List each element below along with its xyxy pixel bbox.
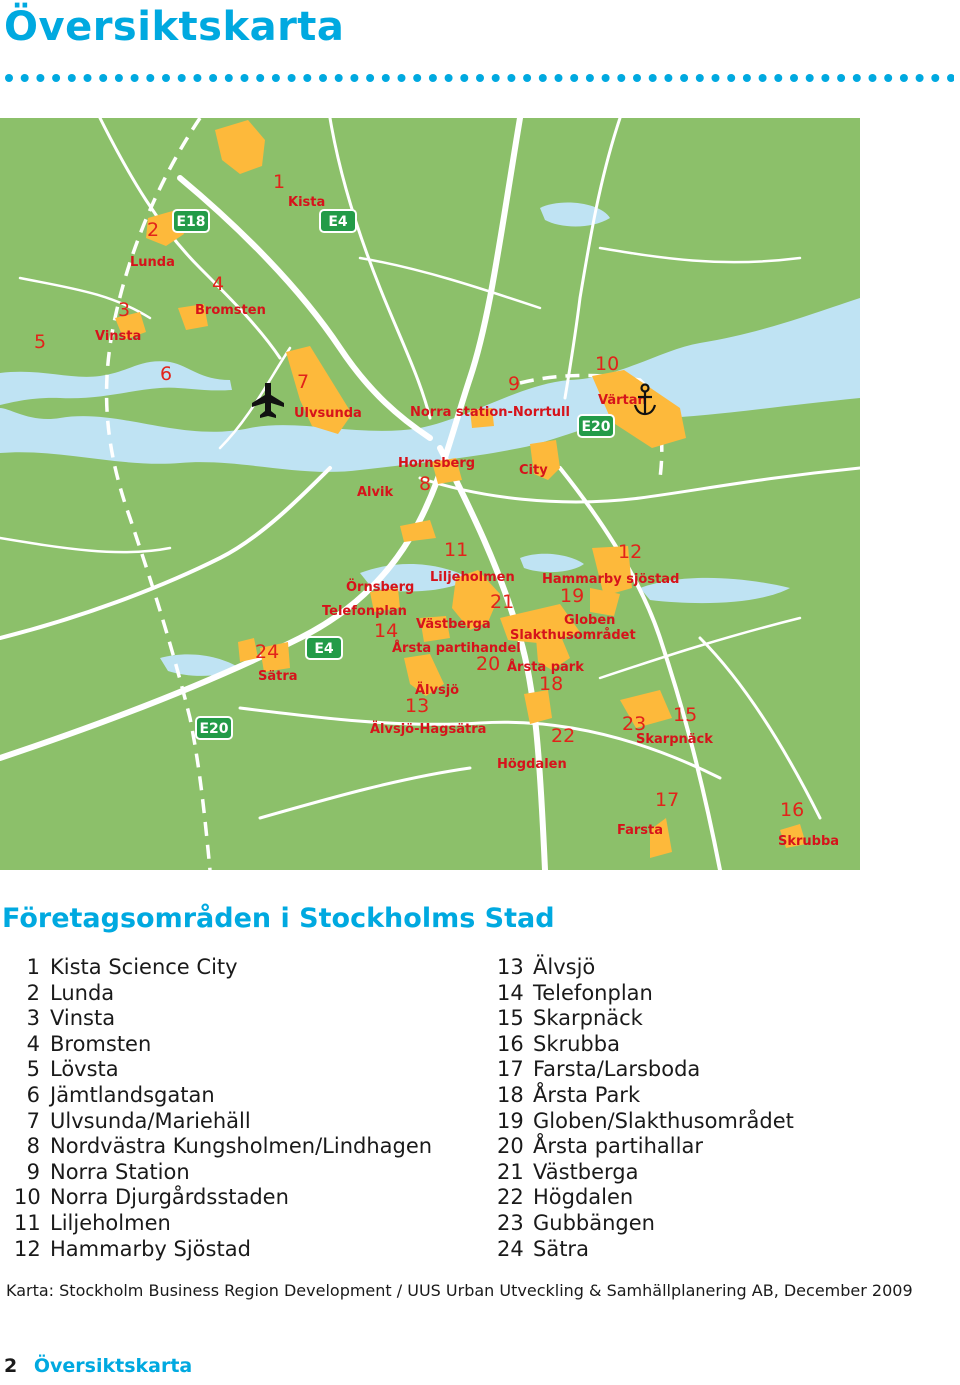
area-number-15: 15 <box>673 704 698 726</box>
area-number-13: 13 <box>405 695 430 717</box>
legend-number: 3 <box>26 1006 40 1031</box>
route-shield-e4 <box>320 210 356 232</box>
route-shield-label: E20 <box>199 721 229 737</box>
legend-item <box>14 1057 474 1083</box>
divider-dot <box>869 74 877 82</box>
area-label-17: Farsta <box>617 823 664 838</box>
legend-item <box>14 1185 474 1211</box>
area-label-12: Hammarby sjöstad <box>542 572 680 587</box>
divider-dot <box>178 74 186 82</box>
divider-dot <box>36 74 44 82</box>
divider-dot <box>398 74 406 82</box>
divider-dot <box>696 74 704 82</box>
area-number-6: 6 <box>160 363 173 385</box>
place-label-alvik: Alvik <box>357 485 394 500</box>
divider-dot <box>586 74 594 82</box>
area-label-2: Lunda <box>130 255 175 270</box>
divider-dot <box>162 74 170 82</box>
legend-name: Farsta/Larsboda <box>533 1057 701 1082</box>
page-title: Översiktskarta <box>4 4 345 50</box>
legend-name: Norra Station <box>50 1159 190 1184</box>
legend-item <box>497 1185 937 1211</box>
area-label-7: Ulvsunda <box>294 406 362 421</box>
place-label-ornsberg: Örnsberg <box>346 580 415 595</box>
divider-dot <box>288 74 296 82</box>
divider-dot <box>319 74 327 82</box>
footer-title: Översiktskarta <box>33 1355 193 1377</box>
area-label-9: Norra station-Norrtull <box>410 405 570 420</box>
area-number-19: 19 <box>560 585 585 607</box>
area-label-3: Vinsta <box>95 329 142 344</box>
legend-item <box>497 1160 937 1186</box>
area-label-13: Älvsjö-Hagsätra <box>370 722 487 737</box>
divider-dot <box>712 74 720 82</box>
legend-number: 21 <box>497 1159 524 1184</box>
divider-dot <box>759 74 767 82</box>
divider-dot <box>649 74 657 82</box>
legend-name: Telefonplan <box>533 980 653 1005</box>
divider-dot <box>335 74 343 82</box>
area-label-16: Skrubba <box>778 834 840 849</box>
divider-dot <box>99 74 107 82</box>
route-shield-label: E20 <box>581 419 611 435</box>
area-label-10: Värtan <box>598 393 647 408</box>
route-shield-e20 <box>578 415 614 437</box>
legend-number: 6 <box>26 1082 40 1107</box>
legend-number: 7 <box>26 1108 40 1133</box>
legend-item <box>14 1083 474 1109</box>
legend-item <box>14 981 474 1007</box>
divider-dot <box>523 74 531 82</box>
area-number-2: 2 <box>147 219 160 241</box>
area-number-9: 9 <box>508 373 521 395</box>
divider-dot <box>429 74 437 82</box>
legend-item <box>497 1032 937 1058</box>
area-number-24: 24 <box>255 641 280 663</box>
route-shield-label: E4 <box>328 214 348 230</box>
divider-dot <box>241 74 249 82</box>
divider-dot <box>460 74 468 82</box>
area-number-1: 1 <box>273 171 286 193</box>
legend-number: 22 <box>497 1185 524 1210</box>
legend-item <box>14 1237 474 1263</box>
area-label-15: Skarpnäck <box>636 732 713 747</box>
divider-dot <box>555 74 563 82</box>
legend-number: 24 <box>497 1236 524 1261</box>
divider-dot <box>774 74 782 82</box>
area-number-16: 16 <box>780 799 805 821</box>
area-number-7: 7 <box>297 371 310 393</box>
divider-dot <box>790 74 798 82</box>
legend-item <box>497 955 937 981</box>
legend-name: Högdalen <box>533 1185 634 1210</box>
legend-number: 23 <box>497 1210 524 1235</box>
route-shield-e20 <box>196 717 232 739</box>
area-number-23: 23 <box>622 713 647 735</box>
area-label-22: Högdalen <box>497 757 567 772</box>
divider-dot <box>916 74 924 82</box>
area-number-21: 21 <box>490 591 515 613</box>
divider-dot <box>476 74 484 82</box>
route-shield-e18 <box>173 210 209 232</box>
legend-item <box>497 981 937 1007</box>
area-number-3: 3 <box>118 299 131 321</box>
area-label-11: Liljeholmen <box>430 570 515 585</box>
legend-number: 10 <box>14 1185 41 1210</box>
divider-dot <box>539 74 547 82</box>
divider-dot <box>727 74 735 82</box>
legend-name: Kista Science City <box>50 955 238 979</box>
legend-list-right <box>497 955 937 1262</box>
divider-dot <box>193 74 201 82</box>
legend-number: 2 <box>26 980 40 1005</box>
legend-number: 16 <box>497 1031 524 1056</box>
legend-list-left <box>14 955 474 1262</box>
divider-dot <box>821 74 829 82</box>
area-number-20: 20 <box>476 653 501 675</box>
area-label-20: Årsta partihandel <box>392 641 521 656</box>
route-shield-label: E18 <box>176 214 206 230</box>
legend-name: Bromsten <box>50 1031 152 1056</box>
legend-name: Norra Djurgårdsstaden <box>50 1185 289 1210</box>
legend-item <box>497 1083 937 1109</box>
legend-item <box>14 1006 474 1032</box>
legend-item <box>14 1032 474 1058</box>
divider-dot <box>68 74 76 82</box>
area-number-17: 17 <box>655 789 680 811</box>
route-shield-e4 <box>306 637 342 659</box>
divider-dot <box>931 74 939 82</box>
legend-number: 14 <box>497 980 524 1005</box>
legend-number: 5 <box>26 1057 40 1082</box>
divider-dot <box>570 74 578 82</box>
legend-name: Globen/Slakthusområdet <box>533 1108 794 1133</box>
legend-item <box>497 1006 937 1032</box>
page-footer <box>4 1355 192 1377</box>
divider-dot <box>209 74 217 82</box>
legend-name: Gubbängen <box>533 1210 655 1235</box>
divider-dot <box>272 74 280 82</box>
divider-dot <box>680 74 688 82</box>
divider-dot <box>225 74 233 82</box>
legend-number: 18 <box>497 1082 524 1107</box>
legend-item <box>497 1109 937 1135</box>
divider-dot <box>947 74 954 82</box>
divider-dot <box>900 74 908 82</box>
area-number-18: 18 <box>539 673 564 695</box>
divider-dot <box>743 74 751 82</box>
divider-dot <box>131 74 139 82</box>
divider-dot <box>806 74 814 82</box>
legend-number: 19 <box>497 1108 524 1133</box>
divider-dot <box>303 74 311 82</box>
legend-number: 17 <box>497 1057 524 1082</box>
divider-dot <box>413 74 421 82</box>
divider-dot <box>256 74 264 82</box>
area-label-24: Sätra <box>258 669 298 684</box>
place-label-city: City <box>519 463 548 478</box>
legend-number: 1 <box>26 955 40 979</box>
divider-dot <box>837 74 845 82</box>
overview-map[interactable] <box>0 118 860 870</box>
legend-item <box>14 955 474 981</box>
area-label-1: Kista <box>288 195 326 210</box>
legend-name: Älvsjö <box>533 955 596 979</box>
divider-dot <box>52 74 60 82</box>
legend-name: Årsta partihallar <box>533 1134 703 1159</box>
legend-item <box>497 1134 937 1160</box>
dotted-divider <box>4 72 954 84</box>
legend-item <box>497 1211 937 1237</box>
legend-name: Liljeholmen <box>50 1210 171 1235</box>
area-number-10: 10 <box>595 353 620 375</box>
divider-dot <box>884 74 892 82</box>
divider-dot <box>5 74 13 82</box>
divider-dot <box>602 74 610 82</box>
divider-dot <box>617 74 625 82</box>
legend-name: Årsta Park <box>533 1082 641 1107</box>
place-label-slakthus: Slakthusområdet <box>510 628 636 643</box>
area-number-14: 14 <box>374 620 399 642</box>
divider-dot <box>853 74 861 82</box>
legend-item <box>497 1057 937 1083</box>
legend-name: Hammarby Sjöstad <box>50 1236 251 1261</box>
legend-name: Sätra <box>533 1236 589 1261</box>
divider-dot <box>84 74 92 82</box>
divider-dot <box>115 74 123 82</box>
divider-dot <box>633 74 641 82</box>
divider-dot <box>507 74 515 82</box>
area-label-14: Telefonplan <box>322 604 407 619</box>
legend-item <box>497 1237 937 1263</box>
legend-number: 20 <box>497 1134 524 1159</box>
legend-item <box>14 1109 474 1135</box>
area-number-11: 11 <box>444 539 469 561</box>
divider-dot <box>146 74 154 82</box>
legend-number: 15 <box>497 1006 524 1031</box>
divider-dot <box>664 74 672 82</box>
legend-item <box>14 1211 474 1237</box>
route-shield-label: E4 <box>314 641 334 657</box>
divider-dot <box>21 74 29 82</box>
area-label-4: Bromsten <box>195 303 266 318</box>
area-label-8: Hornsberg <box>398 456 476 471</box>
legend-name: Ulvsunda/Mariehäll <box>50 1108 251 1133</box>
legend-name: Nordvästra Kungsholmen/Lindhagen <box>50 1134 433 1159</box>
divider-dot <box>492 74 500 82</box>
divider-dot <box>366 74 374 82</box>
legend-name: Västberga <box>533 1159 639 1184</box>
legend-number: 9 <box>26 1159 40 1184</box>
divider-dot <box>350 74 358 82</box>
area-label-19: Globen <box>564 613 616 628</box>
legend-number: 12 <box>14 1236 41 1261</box>
legend-name: Skarpnäck <box>533 1006 643 1031</box>
area-label-21: Västberga <box>416 617 491 632</box>
area-number-22: 22 <box>551 725 576 747</box>
legend-number: 8 <box>26 1134 40 1159</box>
legend-name: Jämtlandsgatan <box>50 1082 215 1107</box>
legend-number: 13 <box>497 955 524 979</box>
legend-item <box>14 1134 474 1160</box>
map-credit: Karta: Stockholm Business Region Development / UUS Urban Utveckling & Samhällplanering AB, December 2009 <box>6 1281 913 1300</box>
area-number-4: 4 <box>212 273 225 295</box>
legend-name: Vinsta <box>50 1006 116 1031</box>
legend-number: 11 <box>14 1210 41 1235</box>
legend-number: 4 <box>26 1031 40 1056</box>
section-heading: Företagsområden i Stockholms Stad <box>2 903 555 934</box>
divider-dot <box>445 74 453 82</box>
area-number-5: 5 <box>34 331 47 353</box>
legend-item <box>14 1160 474 1186</box>
divider-dot <box>382 74 390 82</box>
area-number-12: 12 <box>618 541 643 563</box>
area-number-8: 8 <box>419 473 432 495</box>
area-label-18: Årsta park <box>507 660 584 675</box>
place-label-alvsjo: Älvsjö <box>415 683 460 698</box>
legend-name: Lövsta <box>50 1057 119 1082</box>
legend-name: Skrubba <box>533 1031 620 1056</box>
legend-name: Lunda <box>50 980 115 1005</box>
page-number: 2 <box>4 1355 18 1377</box>
